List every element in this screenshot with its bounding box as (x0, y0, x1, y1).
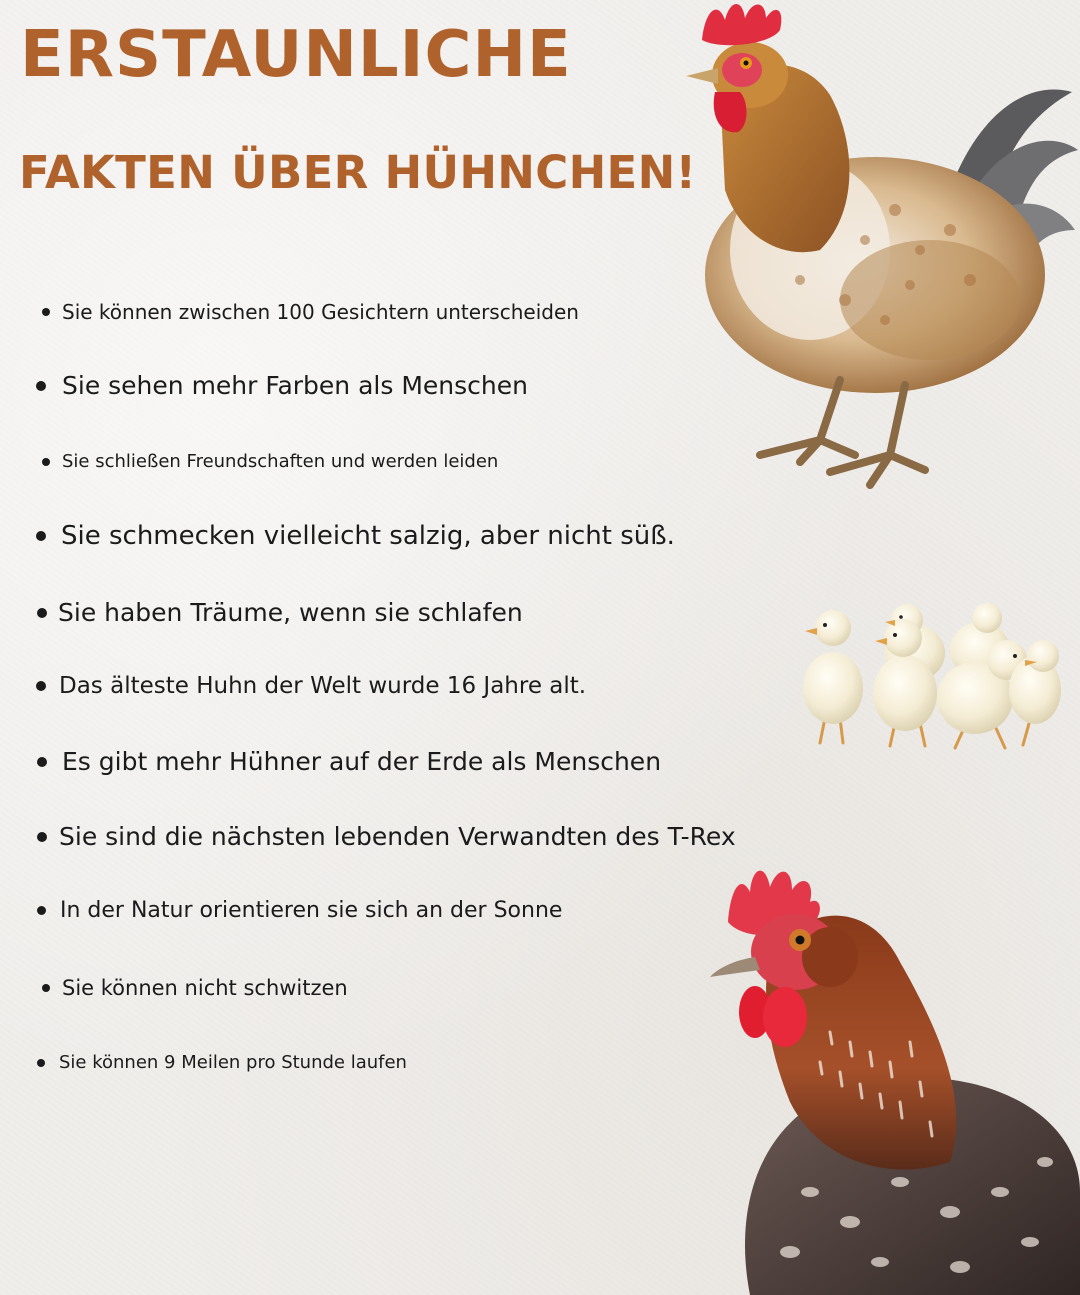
bullet-icon (36, 531, 46, 541)
fact-text: Sie sehen mehr Farben als Menschen (62, 371, 528, 400)
bullet-icon (37, 1059, 45, 1067)
rooster-illustration (680, 0, 1080, 495)
fact-text: In der Natur orientieren sie sich an der Sonne (60, 898, 563, 923)
page-subtitle: FAKTEN ÜBER HÜHNCHEN! (19, 146, 697, 199)
fact-text: Sie können 9 Meilen pro Stunde laufen (59, 1052, 407, 1073)
fact-text: Sie schmecken vielleicht salzig, aber nicht süß. (61, 521, 675, 551)
list-item (37, 598, 523, 627)
bullet-icon (42, 984, 50, 992)
bullet-icon (37, 757, 47, 767)
list-item (42, 976, 348, 1000)
list-item (42, 300, 579, 324)
list-item (37, 822, 736, 851)
fact-text: Es gibt mehr Hühner auf der Erde als Menschen (62, 747, 662, 776)
list-item (36, 673, 586, 699)
fact-text: Sie sind die nächsten lebenden Verwandten des T-Rex (59, 822, 736, 851)
bullet-icon (36, 681, 46, 691)
list-item (36, 521, 675, 551)
bullet-icon (42, 458, 50, 466)
list-item (42, 451, 498, 472)
fact-text: Sie schließen Freundschaften und werden leiden (62, 451, 499, 472)
chicks-illustration (795, 598, 1065, 750)
fact-text: Sie haben Träume, wenn sie schlafen (58, 598, 523, 627)
list-item (37, 747, 661, 776)
hen-portrait-illustration (700, 862, 1080, 1295)
bullet-icon (36, 381, 46, 391)
bullet-icon (37, 832, 47, 842)
list-item (37, 1052, 407, 1073)
fact-text: Sie können nicht schwitzen (62, 976, 348, 1000)
bullet-icon (37, 608, 47, 618)
page-title: ERSTAUNLICHE (20, 18, 572, 92)
list-item (36, 371, 528, 400)
fact-text: Sie können zwischen 100 Gesichtern unterscheiden (62, 300, 579, 324)
fact-text: Das älteste Huhn der Welt wurde 16 Jahre alt. (59, 673, 587, 699)
bullet-icon (37, 906, 46, 915)
bullet-icon (42, 308, 50, 316)
list-item (37, 898, 562, 923)
